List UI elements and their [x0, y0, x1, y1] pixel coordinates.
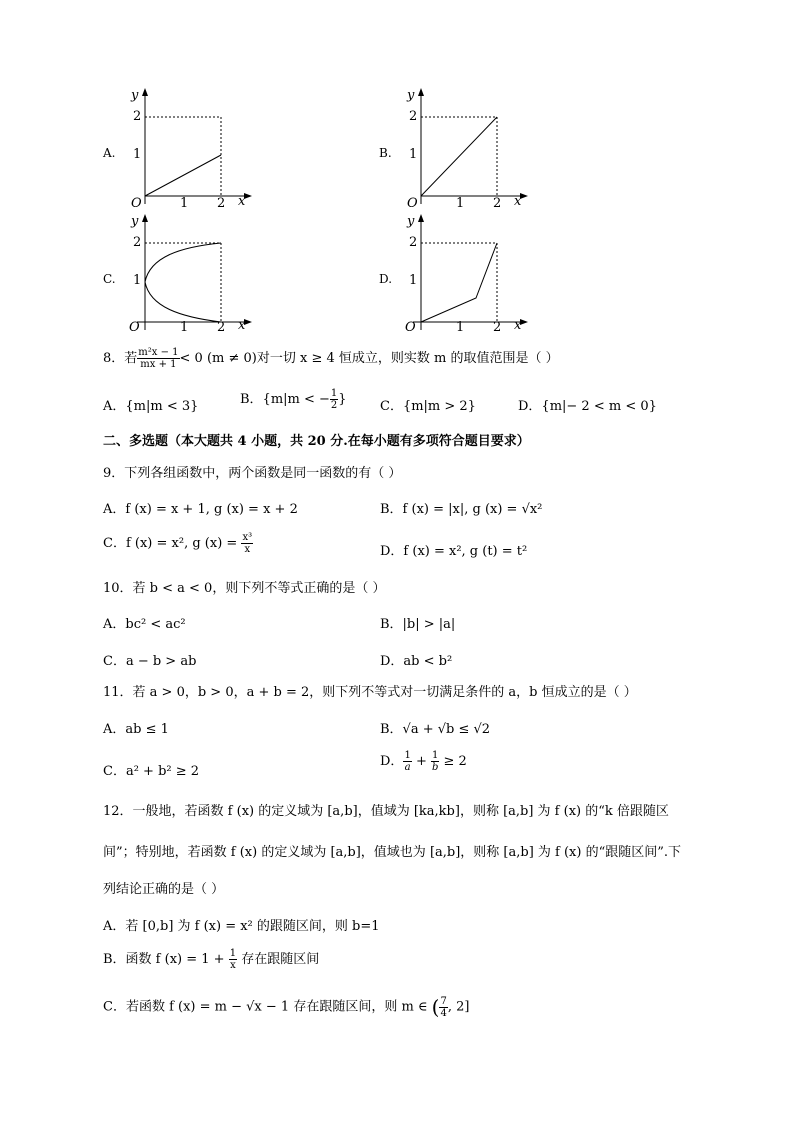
graph-a-xlabel: x	[238, 194, 246, 209]
q12-b-fraction	[229, 948, 237, 971]
graph-c	[100, 212, 260, 342]
q12-option-a: A．若 [0,b] 为 f (x) = x² 的跟随区间，则 b=1	[103, 919, 380, 934]
graph-a-letter: A.	[103, 146, 116, 160]
q8-stem	[103, 347, 559, 370]
q11-d-post: ≥ 2	[443, 754, 467, 769]
graph-c-ytick-2: 2	[133, 235, 142, 250]
graph-c-xtick-2: 2	[217, 320, 226, 335]
q10-option-c: C．a − b > ab	[103, 654, 197, 669]
graph-c-letter: C.	[103, 272, 116, 286]
graph-b-xtick-1: 1	[456, 196, 465, 211]
graph-c-origin: O	[129, 320, 140, 335]
graph-b-ytick-1: 1	[409, 147, 418, 162]
q10-option-a: A．bc² < ac²	[103, 617, 186, 632]
graph-b-xtick-2: 2	[493, 196, 502, 211]
q9-option-b: B．f (x) = |x|, g (x) = √x²	[380, 502, 543, 517]
q8-number: 8．若	[103, 351, 138, 366]
q11-option-d: D． $\frac{1}{a}$ + $\frac{1}{b}$ ≥ 2	[380, 750, 467, 773]
q11-stem: 11．若 a > 0，b > 0，a + b = 2，则下列不等式对一切满足条件的 a，b 恒成立的是（ ）	[103, 685, 637, 700]
q12-option-b	[103, 948, 319, 971]
q12-line-3: 列结论正确的是（ ）	[103, 882, 225, 897]
q8-option-c: C．{m|m > 2}	[380, 399, 476, 414]
q12-b-den: x	[230, 960, 236, 971]
graph-c-xlabel: x	[238, 318, 246, 333]
q12-c-pre: C．若函数 f (x) = m − √x − 1 存在跟随区间，则 m ∈	[103, 999, 428, 1015]
q9-option-d: D．f (x) = x², g (t) = t²	[380, 544, 528, 559]
q10-option-d: D．ab < b²	[380, 654, 453, 669]
q12-c-paren: (	[431, 995, 440, 1019]
q10-stem: 10．若 b < a < 0，则下列不等式正确的是（ ）	[103, 581, 386, 596]
q8-condition: < 0 (m ≠ 0)	[179, 351, 257, 366]
q11-d-frac-b-num: 1	[432, 750, 439, 761]
q8-text: 对一切 x ≥ 4 恒成立，则实数 m 的取值范围是（ ）	[256, 351, 559, 366]
q9-stem: 9．下列各组函数中，两个函数是同一函数的有（ ）	[103, 466, 402, 481]
graph-a-ytick-2: 2	[133, 109, 142, 124]
q11-d-frac-b	[431, 750, 439, 773]
q11-d-frac-a	[403, 750, 411, 773]
q11-d-frac-b-den: b	[431, 762, 439, 773]
graph-a-xtick-1: 1	[180, 196, 189, 211]
q12-line-2: 间”；特别地，若函数 f (x) 的定义域为 [a,b]，值域也为 [a,b]，则称 [a,b] 为 f (x) 的“跟随区间”.下	[103, 845, 682, 860]
graph-d-xtick-1: 1	[456, 320, 465, 335]
graph-a-ytick-1: 1	[133, 147, 142, 162]
graph-d	[376, 212, 536, 342]
q12-c-fraction	[439, 996, 447, 1019]
q12-b-num: 1	[229, 948, 237, 959]
graph-d-xlabel: x	[514, 318, 522, 333]
q8-frac-num: m²x − 1	[138, 347, 179, 358]
q12-b-post: 存在跟随区间	[241, 952, 320, 967]
q12-option-c	[103, 995, 469, 1019]
graph-a-ylabel: y	[131, 88, 139, 103]
q12-line-1: 12．一般地，若函数 f (x) 的定义域为 [a,b]，值域为 [ka,kb]，则称 [a,b] 为 f (x) 的“k 倍跟随区	[103, 804, 669, 819]
q9-c-fraction	[241, 532, 253, 555]
q9-c-num: x³	[242, 532, 253, 543]
section-2-heading: 二、多选题（本大题共 4 小题，共 20 分.在每小题有多项符合题目要求）	[103, 434, 530, 449]
graph-d-ytick-1: 1	[409, 273, 418, 288]
q11-d-frac-a-num: 1	[404, 750, 411, 761]
q10-option-b: B．|b| > |a|	[380, 617, 456, 632]
q8-fraction	[137, 347, 179, 370]
graph-a-xtick-2: 2	[217, 196, 226, 211]
q9-option-c	[103, 532, 253, 555]
q12-c-den: 4	[440, 1007, 447, 1019]
graph-d-ytick-2: 2	[409, 235, 418, 250]
graph-d-xtick-2: 2	[493, 320, 502, 335]
q8-frac-den: mx + 1	[140, 359, 177, 370]
q8-option-b	[240, 388, 347, 411]
graph-b-ytick-2: 2	[409, 109, 418, 124]
graph-c-ylabel: y	[131, 214, 139, 229]
q8-option-a: A．{m|m < 3}	[103, 399, 199, 414]
q8-option-d: D．{m|− 2 < m < 0}	[518, 399, 657, 414]
q12-c-end: , 2]	[447, 999, 470, 1015]
q8-b-num: 1	[330, 388, 338, 399]
graph-c-xtick-1: 1	[180, 320, 189, 335]
q8-b-post: }	[338, 392, 347, 407]
graph-b-ylabel: y	[407, 88, 415, 103]
graph-a	[100, 86, 260, 216]
q8-b-pre: B．{m|m < −	[240, 392, 330, 407]
graph-b-letter: B.	[379, 146, 392, 160]
q11-d-frac-a-den: a	[404, 762, 411, 773]
q12-c-num: 7	[440, 995, 447, 1007]
graph-d-origin: O	[405, 320, 416, 335]
q9-c-pre: C．f (x) = x², g (x) =	[103, 536, 238, 551]
q11-option-a: A．ab ≤ 1	[103, 722, 169, 737]
q11-option-c: C．a² + b² ≥ 2	[103, 764, 200, 779]
graph-b-xlabel: x	[514, 194, 522, 209]
q9-c-den: x	[244, 544, 251, 555]
q9-option-a: A．f (x) = x + 1, g (x) = x + 2	[103, 502, 298, 517]
q11-option-b: B．√a + √b ≤ √2	[380, 722, 491, 737]
graph-a-origin: O	[131, 196, 142, 211]
q11-d-pre: D．	[380, 754, 404, 769]
graph-b-origin: O	[407, 196, 418, 211]
q12-b-pre: B．函数 f (x) = 1 +	[103, 952, 225, 967]
graph-d-ylabel: y	[407, 214, 415, 229]
graph-d-letter: D.	[379, 272, 393, 286]
q8-b-den: 2	[330, 400, 338, 411]
graph-b	[376, 86, 536, 216]
graph-c-ytick-1: 1	[133, 273, 142, 288]
